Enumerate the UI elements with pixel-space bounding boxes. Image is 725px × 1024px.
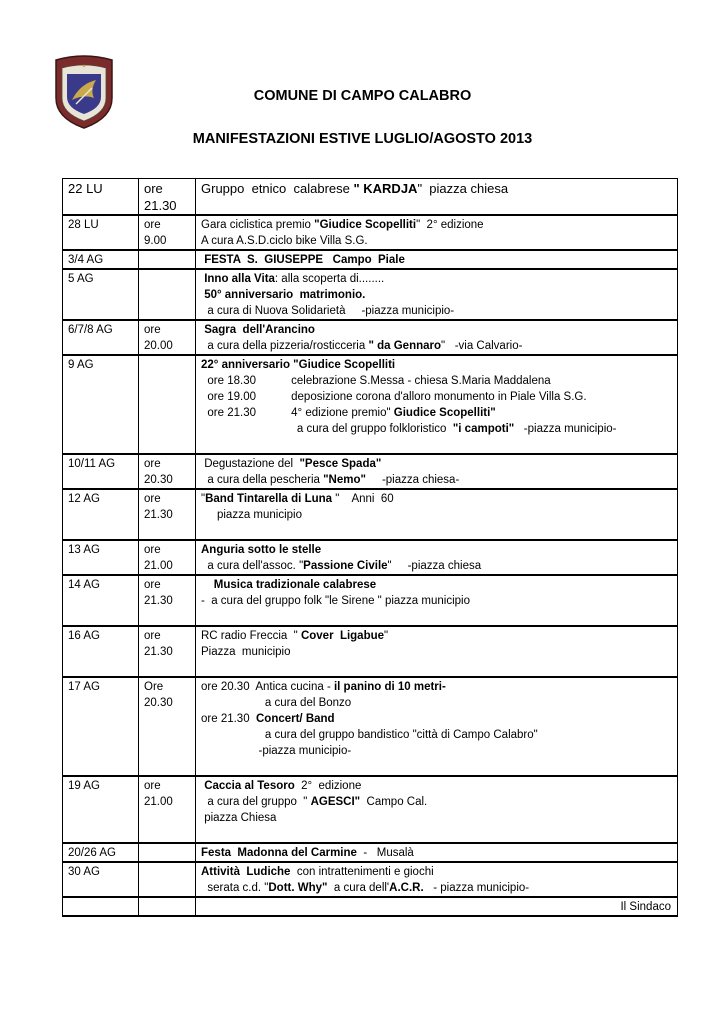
event-text: a cura dell' — [327, 882, 390, 894]
event-text: -piazza municipio- — [201, 745, 352, 757]
event-highlight: il panino di 10 metri- — [333, 681, 446, 693]
event-description-line — [201, 180, 672, 197]
event-description-line — [201, 759, 672, 775]
event-time-line: 20.30 — [144, 474, 173, 486]
event-time-line: 21.30 — [144, 595, 173, 607]
event-date: 17 AG — [63, 677, 139, 776]
event-description-line — [201, 810, 672, 826]
event-description-line — [201, 338, 672, 354]
event-time-line: 21.00 — [144, 560, 173, 572]
event-description-line — [201, 743, 672, 759]
event-text: - Musalà — [356, 847, 414, 859]
event-time — [139, 269, 196, 320]
event-highlight: 50° anniversario matrimonio. — [201, 289, 366, 301]
event-description — [196, 843, 678, 862]
event-text: a cura dell'assoc. " — [201, 560, 304, 572]
event-row — [63, 250, 678, 269]
event-row — [63, 454, 678, 489]
event-row — [63, 776, 678, 843]
event-time-line: ore — [144, 579, 161, 591]
event-description-line — [201, 233, 672, 249]
event-description-line — [201, 845, 672, 861]
event-description-line — [201, 609, 672, 625]
event-time-line: ore — [144, 219, 161, 231]
event-text — [201, 439, 204, 451]
event-date: 14 AG — [63, 575, 139, 626]
event-description-line — [201, 421, 672, 437]
event-text: a cura del Bonzo — [201, 697, 352, 709]
event-highlight: Festa Madonna del Carmine — [201, 847, 357, 859]
event-highlight: Attività Ludiche — [201, 866, 291, 878]
event-description-line — [201, 389, 672, 405]
event-description — [196, 776, 678, 843]
event-text: con intrattenimenti e giochi — [290, 866, 434, 878]
event-description-line — [201, 217, 672, 233]
event-description — [196, 320, 678, 355]
event-time-line: 21.30 — [144, 646, 173, 658]
event-text: " piazza chiesa — [417, 181, 509, 196]
event-highlight: Concert/ Band — [255, 713, 335, 725]
event-description-line — [201, 644, 672, 660]
event-text: ore 18.30 celebrazione S.Messa - chiesa S.Maria Maddalena — [201, 375, 551, 387]
event-text: Gara ciclistica premio — [201, 219, 315, 231]
event-text: a cura del gruppo " — [201, 796, 311, 808]
event-time-line: ore — [144, 458, 161, 470]
events-table — [62, 178, 678, 917]
event-description-line — [201, 778, 672, 794]
event-text: " Anni 60 — [332, 493, 394, 505]
event-date: 6/7/8 AG — [63, 320, 139, 355]
event-text: ore 19.00 deposizione corona d'alloro monumento in Piale Villa S.G. — [201, 391, 587, 403]
event-text: " — [201, 493, 206, 505]
event-description — [196, 355, 678, 454]
event-text: Gruppo etnico calabrese — [201, 181, 354, 196]
event-text: ore 21.30 4° edizione premio" — [201, 407, 394, 419]
event-description-line — [201, 628, 672, 644]
event-row — [63, 843, 678, 862]
event-description-line — [201, 660, 672, 676]
event-time — [139, 250, 196, 269]
event-time-line: ore — [144, 181, 163, 196]
event-description — [196, 250, 678, 269]
event-text: a cura della pescheria — [201, 474, 324, 486]
event-date: 19 AG — [63, 776, 139, 843]
event-time-line: 20.30 — [144, 697, 173, 709]
event-date: 28 LU — [63, 215, 139, 250]
event-description — [196, 215, 678, 250]
event-text: 2° edizione — [294, 780, 362, 792]
event-highlight: "Giudice Scopelliti — [314, 219, 417, 231]
event-highlight: FESTA S. GIUSEPPE Campo Piale — [201, 254, 405, 266]
event-text: a cura di Nuova Solidarietà -piazza municipio- — [201, 305, 455, 317]
event-highlight: AGESCI" — [310, 796, 361, 808]
event-description-line — [201, 472, 672, 488]
event-date: 20/26 AG — [63, 843, 139, 862]
event-description — [196, 179, 678, 216]
event-text: " 2° edizione — [416, 219, 484, 231]
event-highlight: Musica tradizionale calabrese — [201, 579, 377, 591]
event-text: - piazza municipio- — [423, 882, 530, 894]
event-text: ore 21.30 — [201, 713, 256, 725]
event-description — [196, 862, 678, 897]
event-time — [139, 776, 196, 843]
event-description — [196, 489, 678, 540]
event-time-line: 20.00 — [144, 340, 173, 352]
event-description-line — [201, 880, 672, 896]
event-text: Campo Cal. — [360, 796, 428, 808]
event-date: 22 LU — [63, 179, 139, 216]
event-time-line: ore — [144, 780, 161, 792]
event-row — [63, 575, 678, 626]
event-highlight: Sagra dell'Arancino — [201, 324, 315, 336]
event-description-line — [201, 456, 672, 472]
event-highlight: "Pesce Spada" — [299, 458, 382, 470]
event-text: piazza municipio — [201, 509, 302, 521]
event-text: -piazza chiesa- — [365, 474, 460, 486]
event-text — [201, 761, 204, 773]
event-description-line — [201, 711, 672, 727]
event-time — [139, 454, 196, 489]
event-description-line — [201, 577, 672, 593]
event-description-line — [201, 271, 672, 287]
event-description-line — [201, 695, 672, 711]
event-time — [139, 575, 196, 626]
event-description-line — [201, 679, 672, 695]
event-description — [196, 540, 678, 575]
event-time-line: Ore — [144, 681, 164, 693]
event-highlight: Cover Ligabue — [300, 630, 385, 642]
event-row — [63, 862, 678, 897]
event-description — [196, 626, 678, 677]
event-date: 12 AG — [63, 489, 139, 540]
event-highlight: Dott. Why" — [268, 882, 328, 894]
comune-title: COMUNE DI CAMPO CALABRO — [253, 88, 472, 104]
event-description-line — [201, 593, 672, 609]
event-time — [139, 626, 196, 677]
event-date: 30 AG — [63, 862, 139, 897]
event-text: ore 20.30 Antica cucina - — [201, 681, 334, 693]
signature: Il Sindaco — [196, 897, 678, 916]
event-description-line — [201, 826, 672, 842]
event-time-line: 21.30 — [144, 198, 177, 213]
event-highlight: Anguria sotto le stelle — [201, 544, 322, 556]
event-highlight: Inno alla Vita — [201, 273, 275, 285]
event-highlight: " KARDJA — [353, 181, 418, 196]
event-time — [139, 489, 196, 540]
event-text: Piazza municipio — [201, 646, 291, 658]
event-description-line — [201, 373, 672, 389]
event-time-line: ore — [144, 493, 161, 505]
event-highlight: Giudice Scopelliti" — [393, 407, 496, 419]
event-text: RC radio Freccia " — [201, 630, 301, 642]
event-description — [196, 269, 678, 320]
event-description — [196, 677, 678, 776]
event-highlight: 22° anniversario "Giudice Scopelliti — [201, 359, 396, 371]
event-description — [196, 454, 678, 489]
event-row — [63, 540, 678, 575]
event-description-line — [201, 357, 672, 373]
event-description-line — [201, 864, 672, 880]
event-description-line — [201, 405, 672, 421]
event-row — [63, 489, 678, 540]
event-text — [201, 662, 204, 674]
event-row — [63, 677, 678, 776]
event-time — [139, 677, 196, 776]
event-time — [139, 843, 196, 862]
event-time — [139, 862, 196, 897]
event-highlight: " da Gennaro — [368, 340, 442, 352]
event-date: 13 AG — [63, 540, 139, 575]
event-description-line — [201, 558, 672, 574]
event-time-line: 21.30 — [144, 509, 173, 521]
event-description-line — [201, 523, 672, 539]
event-highlight: "i campoti" — [452, 423, 515, 435]
event-time-line: 9.00 — [144, 235, 167, 247]
event-highlight: "Nemo" — [323, 474, 366, 486]
event-highlight: Passione Civile — [303, 560, 388, 572]
event-text: Degustazione del — [201, 458, 300, 470]
event-description-line — [201, 287, 672, 303]
event-row — [63, 355, 678, 454]
event-text: a cura del gruppo bandistico "città di Campo Calabro" — [201, 729, 538, 741]
manifestazioni-title: MANIFESTAZIONI ESTIVE LUGLIO/AGOSTO 2013 — [192, 131, 533, 147]
event-text: serata c.d. " — [201, 882, 269, 894]
event-row — [63, 215, 678, 250]
event-text: - a cura del gruppo folk "le Sirene " piazza municipio — [201, 595, 470, 607]
event-date: 3/4 AG — [63, 250, 139, 269]
event-description-line — [201, 437, 672, 453]
event-description — [196, 575, 678, 626]
event-time-line: ore — [144, 544, 161, 556]
event-text — [201, 828, 204, 840]
event-highlight: A.C.R. — [389, 882, 424, 894]
event-time-line: ore — [144, 630, 161, 642]
event-row — [63, 626, 678, 677]
event-description-line — [201, 542, 672, 558]
event-text: : alla scoperta di........ — [274, 273, 385, 285]
event-time — [139, 179, 196, 216]
event-text: " — [384, 630, 389, 642]
event-text: a cura del gruppo folkloristico — [201, 423, 453, 435]
event-time-line: 21.00 — [144, 796, 173, 808]
event-text: " -via Calvario- — [441, 340, 523, 352]
event-time — [139, 355, 196, 454]
event-text: -piazza municipio- — [514, 423, 617, 435]
event-time-line: ore — [144, 324, 161, 336]
event-time — [139, 215, 196, 250]
event-row — [63, 320, 678, 355]
event-date: 5 AG — [63, 269, 139, 320]
event-text: A cura A.S.D.ciclo bike Villa S.G. — [201, 235, 368, 247]
event-time — [139, 320, 196, 355]
event-highlight: Caccia al Tesoro — [201, 780, 295, 792]
event-description-line — [201, 727, 672, 743]
event-date: 16 AG — [63, 626, 139, 677]
event-description-line — [201, 303, 672, 319]
event-highlight: Band Tintarella di Luna — [205, 493, 333, 505]
event-row — [63, 269, 678, 320]
event-text — [201, 611, 204, 623]
signature-row — [63, 897, 678, 916]
event-description-line — [201, 322, 672, 338]
event-description-line — [201, 491, 672, 507]
event-date: 10/11 AG — [63, 454, 139, 489]
event-description-line — [201, 794, 672, 810]
event-text: a cura della pizzeria/rosticceria — [201, 340, 369, 352]
event-text: " -piazza chiesa — [387, 560, 482, 572]
event-row — [63, 179, 678, 216]
event-time — [139, 540, 196, 575]
event-date: 9 AG — [63, 355, 139, 454]
event-description-line — [201, 507, 672, 523]
event-text — [201, 525, 204, 537]
event-description-line — [201, 252, 672, 268]
event-text: piazza Chiesa — [201, 812, 277, 824]
